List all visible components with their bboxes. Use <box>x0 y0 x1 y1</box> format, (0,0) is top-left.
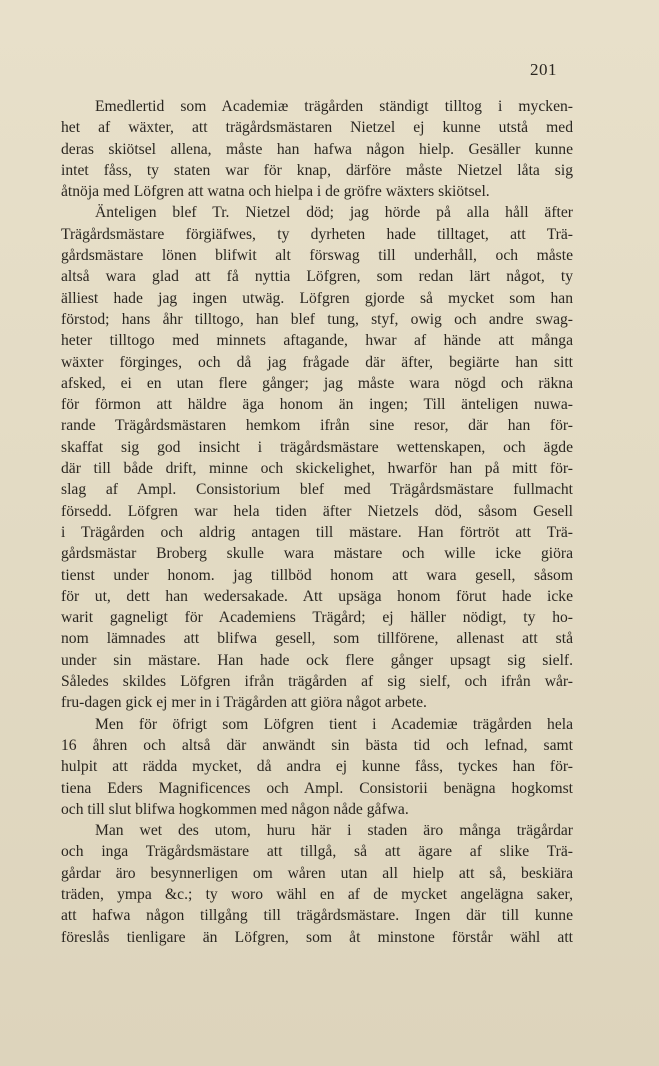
text-line: förstod; hans åhr tilltogo, han blef tung, styf, owig och andre swag- <box>61 310 573 328</box>
text-line: wäxter förginges, och då jag frågade där äfter, begiärte han sitt <box>61 353 573 371</box>
text-line: Trägårdsmästare förgiäfwes, ty dyrheten hade tilltaget, att Trä- <box>61 225 573 243</box>
page-number: 201 <box>530 60 557 79</box>
text-line: och inga Trägårdsmästare att tillgå, så att ägare af slike Trä- <box>61 843 573 861</box>
text-line: intet fåss, ty staten war för knap, därföre måste Nietzel låta sig <box>61 161 573 179</box>
text-line: föreslås tienligare än Löfgren, som åt minstone förstår wähl att <box>61 928 573 946</box>
text-line: åtnöja med Löfgren att watna och hielpa i de gröfre wäxters skiötsel. <box>61 183 490 201</box>
text-line: afsked, ei en utan flere gånger; jag måste wara nögd och räkna <box>61 374 573 392</box>
text-line: Man wet des utom, huru här i staden äro många trägårdar <box>95 822 573 840</box>
text-line: altså wara glad att få nyttia Löfgren, som redan lärt något, ty <box>61 268 573 286</box>
text-line: heter tilltogo med minnets aftagande, hwar af hände att många <box>61 332 573 350</box>
text-line: gårdar äro besynnerligen om wåren utan all hielp att så, beskiära <box>61 864 573 882</box>
text-line: tiena Eders Magnificences och Ampl. Consistorii benägna hogkomst <box>61 779 573 797</box>
text-line: skaffat sig god insicht i trägårdsmästare wettenskapen, och ägde <box>61 438 573 456</box>
text-line: nom lämnades att blifwa gesell, som tillförene, allenast att stå <box>61 630 573 648</box>
text-line: älliest hade jag ingen utwäg. Löfgren gjorde så mycket som han <box>61 289 573 307</box>
text-line: tienst under honom. jag tillböd honom att wara gesell, såsom <box>61 566 573 584</box>
text-line: Änteligen blef Tr. Nietzel död; jag hörde på alla håll äfter <box>95 204 573 222</box>
text-line: gårdsmästare lönen blifwit alt förswag till underhåll, och måste <box>61 247 573 265</box>
text-line: där till både drift, minne och skickelighet, hwarför han på mitt för- <box>61 460 573 478</box>
text-line: slag af Ampl. Consistorium blef med Trägårdsmästare fullmacht <box>61 481 573 499</box>
text-line: fru-dagen gick ej mer in i Trägården att giöra något arbete. <box>61 694 427 712</box>
text-line: Men för öfrigt som Löfgren tient i Academiæ trägården hela <box>95 715 573 733</box>
text-line: hulpit att rädda mycket, då andra ej kunne fåss, tyckes han för- <box>61 758 573 776</box>
text-line: för ut, dett han wedersakade. Att upsäga honom förut hade icke <box>61 587 573 605</box>
text-line: för förmon att häldre äga honom än ingen; Till änteligen nuwa- <box>61 396 573 414</box>
text-line: Således skildes Löfgren ifrån trägården af sig sielf, och ifrån wår- <box>61 673 573 691</box>
text-line: försedd. Löfgren war hela tiden äfter Nietzels död, såsom Gesell <box>61 502 573 520</box>
text-line: het af wäxter, att trägårdsmästaren Nietzel ej kunne utstå med <box>61 119 573 137</box>
text-line: i Trägården och aldrig antagen till mästare. Han förtröt att Trä- <box>61 523 573 541</box>
text-line: träden, ympa &c.; ty woro wähl en af de mycket angelägna saker, <box>61 885 573 903</box>
text-line: warit gagneligt för Academiens Trägård; ej häller nödigt, ty ho- <box>61 609 573 627</box>
body-text <box>61 96 573 948</box>
text-line: under sin mästare. Han hade ock flere gånger upsagt sig sielf. <box>61 651 573 669</box>
text-line: rande Trägårdsmästaren hemkom ifrån sine resor, där han för- <box>61 417 573 435</box>
text-line: att hafwa någon tillgång till trägårdsmästare. Ingen där till kunne <box>61 907 573 925</box>
text-line: gårdsmästar Broberg skulle wara mästare och wille icke giöra <box>61 545 573 563</box>
text-line: och till slut blifwa hogkommen med någon nåde gåfwa. <box>61 800 409 818</box>
text-line: Emedlertid som Academiæ trägården ständigt tilltog i mycken- <box>95 98 573 115</box>
text-line: deras skiötsel allena, måste han hafwa någon hielp. Gesäller kunne <box>61 140 573 158</box>
text-line: 16 åhren och altså där anwändt sin bästa tid och lefnad, samt <box>61 736 573 754</box>
